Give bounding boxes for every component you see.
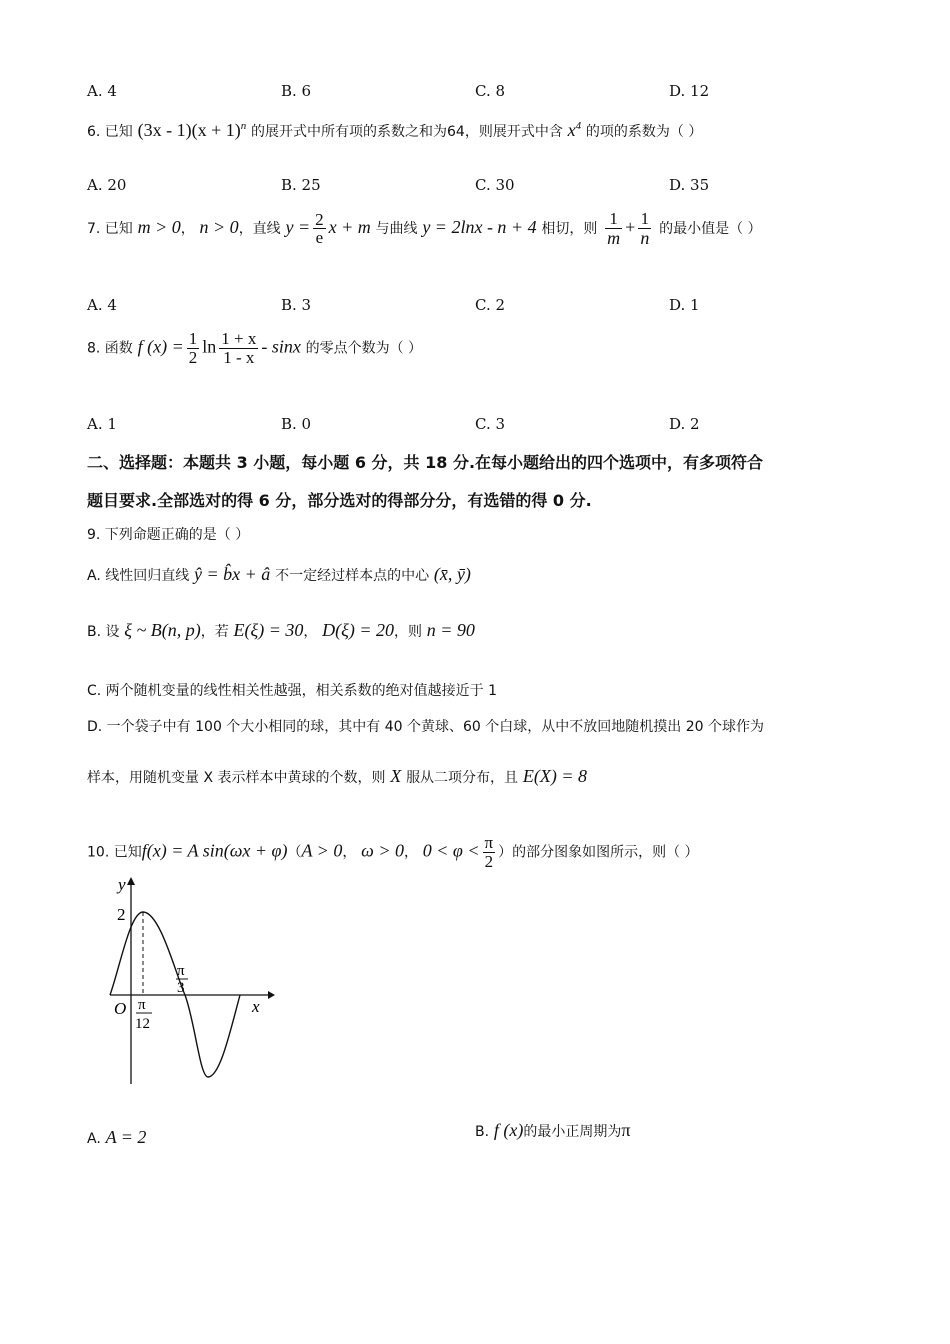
- q7-suffix: 的最小值是（ ）: [659, 220, 762, 237]
- pi-over-12-num: π: [138, 997, 146, 1013]
- q9-option-d-line1: D. 一个袋子中有 100 个大小相同的球，其中有 40 个黄球、60 个白球，从中不放回地随机摸出 20 个球作为: [87, 719, 764, 735]
- q10-period: π: [621, 1120, 631, 1140]
- q7-stem: 7. 已知 m > 0， n > 0，直线 y = $\frac{2}{e}$ x + m 与曲线 y = 2lnx - n + 4 相切，则 $\frac{1}{m}$ + $\frac{1}{n}$ 的最小值是（ ）: [87, 209, 762, 248]
- q9-option-a: A. 线性回归直线 ŷ = b̂x + â 不一定经过样本点的中心 (x̄, ȳ): [87, 564, 471, 584]
- q7-text-line: ，直线: [238, 220, 281, 237]
- q10-sine-graph: [100, 872, 280, 1092]
- q7-option-b: B. 3: [281, 296, 312, 314]
- q6-stem: [87, 120, 702, 141]
- q9-n-value: n = 90: [426, 620, 475, 640]
- q10-function: f(x) = A sin(ωx + φ): [141, 840, 288, 861]
- q9-distribution: ξ ~ B(n, p): [124, 620, 201, 640]
- q7-line-lhs: y =: [285, 216, 311, 237]
- q9-random-variable: X: [390, 766, 402, 786]
- q10-b-function: f (x): [493, 1120, 524, 1140]
- q10-cond-phi: 0 < φ <: [422, 840, 480, 861]
- q8-rest: - sinx: [261, 336, 301, 357]
- q8-half: $\frac{1}{2}$: [188, 329, 198, 367]
- q9-stem: 9. 下列命题正确的是（ ）: [87, 527, 250, 543]
- q7-cond-n: n > 0: [199, 216, 239, 237]
- q9-d-expectation: E(X) = 8: [522, 766, 587, 786]
- q10-stem: 10. 已知f(x) = A sin(ωx + φ)（A > 0， ω > 0， 0 < φ < $\frac{\pi}{2}$ ）的部分图象如图所示，则（ ）: [87, 833, 699, 871]
- q6-expression: $(3x - 1)(x + 1)^n$: [137, 120, 247, 140]
- max-value-label: 2: [117, 905, 126, 924]
- q10-amplitude: A = 2: [105, 1127, 147, 1147]
- q5-option-c: C. 8: [475, 82, 506, 100]
- y-axis-arrow: [127, 877, 135, 885]
- x-axis-arrow: [268, 991, 275, 999]
- q7-line-fraction: $\frac{2}{e}$: [315, 209, 324, 248]
- q7-text-tangent: 相切，则: [541, 220, 598, 237]
- q8-ln: ln: [202, 336, 217, 357]
- q7-prefix: 7. 已知: [87, 220, 133, 237]
- q7-text-curve: 与曲线: [375, 220, 418, 237]
- q7-cond-m: m > 0: [137, 216, 181, 237]
- q5-option-d: D. 12: [669, 82, 710, 100]
- q8-fraction: $\frac{1 + x}{1 - x}$: [221, 329, 257, 367]
- q10-cond-a: A > 0: [301, 840, 343, 861]
- q7-option-c: C. 2: [475, 296, 506, 314]
- q5-option-a: A. 4: [87, 82, 117, 100]
- q7-option-d: D. 1: [669, 296, 700, 314]
- q5-option-b: B. 6: [281, 82, 312, 100]
- q10-option-b: B. f (x)的最小正周期为π: [475, 1120, 631, 1140]
- q8-option-a: A. 1: [87, 415, 117, 433]
- q8-option-d: D. 2: [669, 415, 700, 433]
- q7-fraction-1-m: $\frac{1}{m}$: [607, 209, 621, 248]
- q8-lhs: f (x) =: [137, 336, 184, 357]
- pi-over-3-num: π: [177, 963, 185, 979]
- q6-option-d: D. 35: [669, 176, 710, 194]
- section2-heading-line2: 题目要求.全部选对的得 6 分，部分选对的得部分分，有选错的得 0 分.: [87, 491, 592, 510]
- q6-middle: 的展开式中所有项的系数之和为64，则展开式中含: [251, 124, 563, 140]
- q6-term: $x^4$: [567, 120, 582, 140]
- q6-option-b: B. 25: [281, 176, 321, 194]
- q8-option-b: B. 0: [281, 415, 312, 433]
- q8-options: [87, 415, 887, 435]
- q6-option-a: A. 20: [87, 176, 127, 194]
- q7-fraction-1-n: $\frac{1}{n}$: [640, 209, 650, 248]
- x-axis-label: x: [252, 997, 260, 1016]
- q9-sample-center: (x̄, ȳ): [433, 564, 471, 584]
- q8-prefix: 8. 函数: [87, 340, 133, 357]
- q7-curve: y = 2lnx - n + 4: [422, 216, 537, 237]
- q9-variance: D(ξ) = 20: [322, 620, 394, 640]
- q7-option-a: A. 4: [87, 296, 117, 314]
- q5-options: [87, 82, 887, 102]
- pi-over-3-den: 3: [177, 980, 185, 996]
- q8-option-c: C. 3: [475, 415, 506, 433]
- section2-heading-line1: 二、选择题：本题共 3 小题，每小题 6 分，共 18 分.在每小题给出的四个选项中，有多项符合: [87, 453, 764, 472]
- q6-options: [87, 176, 887, 196]
- q6-suffix: 的项的系数为（ ）: [585, 124, 703, 140]
- q8-suffix: 的零点个数为（ ）: [305, 340, 423, 357]
- q10-option-a: A. A = 2: [87, 1127, 147, 1147]
- q7-options: [87, 296, 887, 316]
- origin-label: O: [114, 999, 127, 1018]
- q9-expectation: E(ξ) = 30: [233, 620, 304, 640]
- q6-prefix: 6. 已知: [87, 124, 133, 140]
- q6-option-c: C. 30: [475, 176, 515, 194]
- q10-cond-omega: ω > 0: [361, 840, 404, 861]
- q7-line-rest: x + m: [328, 216, 371, 237]
- q9-option-d-line2: 样本，用随机变量 X 表示样本中黄球的个数，则 X 服从二项分布，且 E(X) = 8: [87, 766, 587, 786]
- y-axis-label: y: [118, 875, 126, 894]
- q10-pi-over-2: $\frac{\pi}{2}$: [484, 833, 494, 871]
- q9-regression-equation: ŷ = b̂x + â: [194, 564, 271, 584]
- q8-stem: [87, 330, 422, 367]
- q9-option-c: C. 两个随机变量的线性相关性越强，相关系数的绝对值越接近于 1: [87, 683, 498, 699]
- q9-option-b: B. 设 ξ ~ B(n, p)，若 E(ξ) = 30， D(ξ) = 20，则 n = 90: [87, 620, 475, 640]
- pi-over-12-den: 12: [135, 1016, 150, 1032]
